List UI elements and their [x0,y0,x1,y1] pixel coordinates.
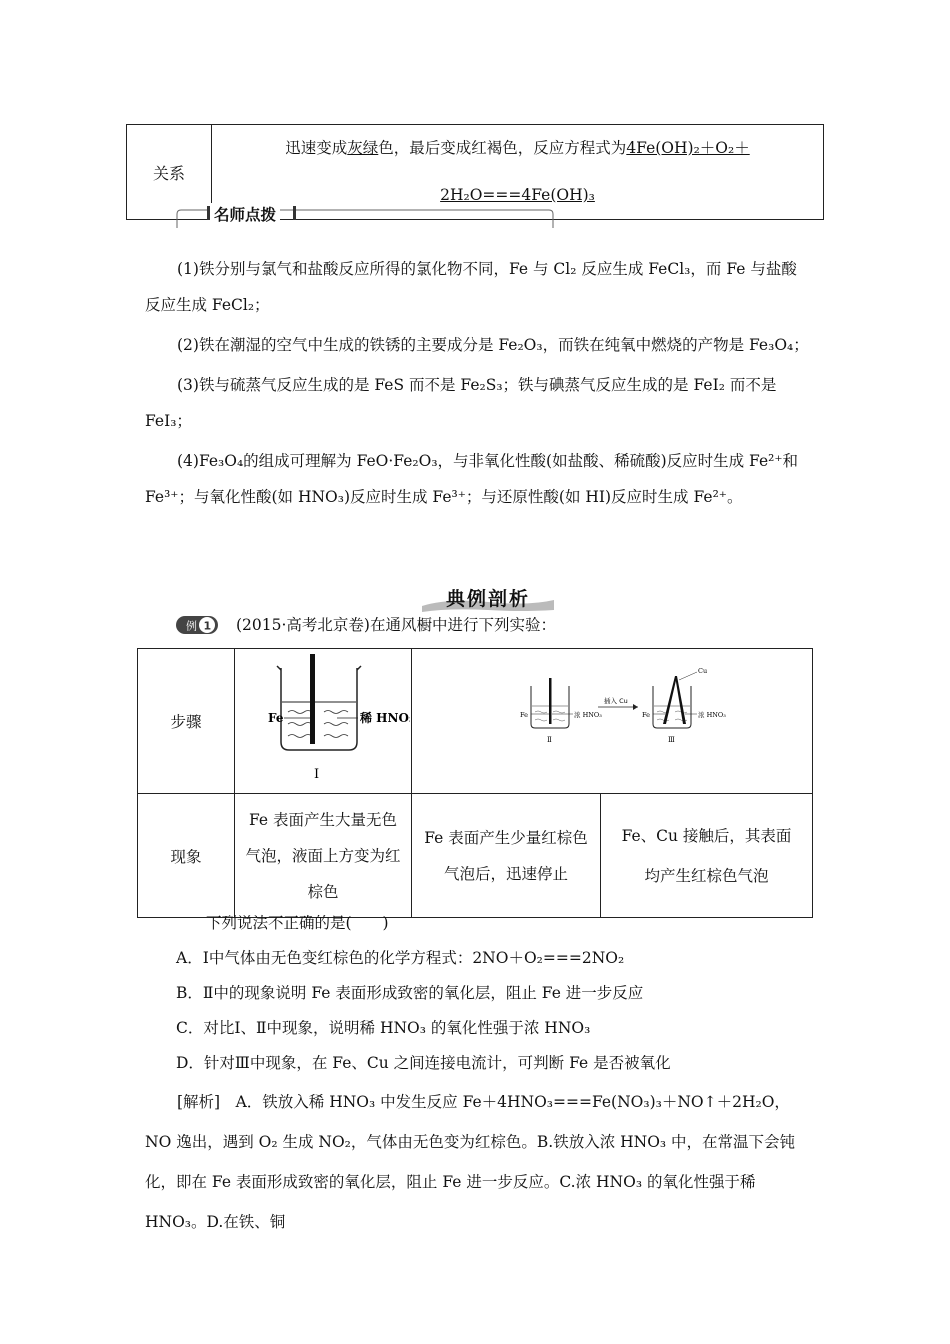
analysis [145,1082,810,1242]
option-d: D．针对Ⅲ中现象，在 Fe、Cu 之间连接电流计，可判断 Fe 是否被氧化 [176,1054,671,1072]
tip-item-1: (1)铁分别与氯气和盐酸反应所得的氯化物不同，Fe 与 Cl₂ 反应生成 FeCl₃，而 Fe 与盐酸反应生成 FeCl₂； [145,260,797,314]
option-c: C．对比Ⅰ、Ⅱ中现象，说明稀 HNO₃ 的氧化性强于浓 HNO₃ [176,1019,591,1037]
relation-eq-line2: 2H₂O===4Fe(OH)₃ [440,186,595,204]
diagram2-cu-label: Cu [698,667,708,675]
question-stem: 下列说法不正确的是( ) [206,914,389,932]
svg-text:例: 例 [186,619,197,633]
example-source: (2015·高考北京卷)在通风橱中进行下列实验： [236,616,556,634]
relation-eq-line1: 4Fe(OH)₂＋O₂＋ [626,139,750,157]
option-a: A．Ⅰ中气体由无色变红棕色的化学方程式：2NO＋O₂===2NO₂ [176,949,625,967]
tip-item-4: (4)Fe₃O₄的组成可理解为 FeO·Fe₂O₃，与非氧化性酸(如盐酸、稀硫酸)反应时生成 Fe²⁺和 Fe³⁺；与氧化性酸(如 HNO₃)反应时生成 Fe³⁺；与还原性酸(如 HI)反应时生成 Fe²⁺。 [145,452,799,506]
relation-label: 关系 [127,125,212,220]
tips-title: 名师点拨 [210,203,280,225]
diagram2-fe-label-b: Fe [642,711,651,719]
diagram-cell-2 [412,649,813,794]
diagram1-acid-label: 稀 HNO₃ [360,711,410,725]
option-b: B．Ⅱ中的现象说明 Fe 表面形成致密的氧化层，阻止 Fe 进一步反应 [176,984,644,1002]
row-phenomena-label: 现象 [138,794,235,918]
beaker-diagram-1 [236,650,410,788]
diagram2-fe-label-a: Fe [520,711,529,719]
diagram2-roman-a: Ⅱ [547,736,552,744]
diagram2-arrow-label: 插入 Cu [604,697,628,705]
phenomenon-2: Fe 表面产生少量红棕色气泡后，迅速停止 [412,794,601,918]
phenomenon-3: Fe、Cu 接触后，其表面均产生红棕色气泡 [601,794,813,918]
row-steps-label: 步骤 [138,649,235,794]
svg-text:1: 1 [203,619,212,633]
diagram2-acid-label-a: 浓 HNO₃ [574,711,602,719]
relation-text-a: 迅速变成 [285,139,348,157]
diagram-cell-1 [235,649,412,794]
section-title: 典例剖析 [445,588,530,610]
diagram2-roman-b: Ⅲ [668,736,675,744]
experiment-table [137,648,813,918]
example-badge-icon [176,616,218,634]
tips-body [145,251,810,515]
relation-text-b: 色，最后变成红褐色，反应方程式为 [378,139,627,157]
relation-underlined: 灰绿 [347,139,379,157]
diagram1-fe-label: Fe [268,711,284,725]
tip-item-3: (3)铁与硫蒸气反应生成的是 FeS 而不是 Fe₂S₃；铁与碘蒸气反应生成的是 FeI₂ 而不是 FeI₃； [145,376,777,430]
phenomenon-1: Fe 表面产生大量无色气泡，液面上方变为红棕色 [235,794,412,918]
analysis-text: [解析] A．铁放入稀 HNO₃ 中发生反应 Fe＋4HNO₃===Fe(NO₃)₃＋NO↑＋2H₂O，NO 逸出，遇到 O₂ 生成 NO₂，气体由无色变为红棕色。B.铁放入浓 HNO₃ 中，在常温下会钝化，即在 Fe 表面形成致密的氧化层，阻止 Fe 进一步反应。C.浓 HNO₃ 的氧化性强于稀 HNO₃。D.在铁、铜 [145,1093,796,1231]
diagram2-acid-label-b: 浓 HNO₃ [698,711,726,719]
diagram1-roman: Ⅰ [314,767,320,782]
beaker-diagram-2 [413,650,811,788]
tip-item-2: (2)铁在潮湿的空气中生成的铁锈的主要成分是 Fe₂O₃，而铁在纯氧中燃烧的产物是 Fe₃O₄； [177,336,809,354]
